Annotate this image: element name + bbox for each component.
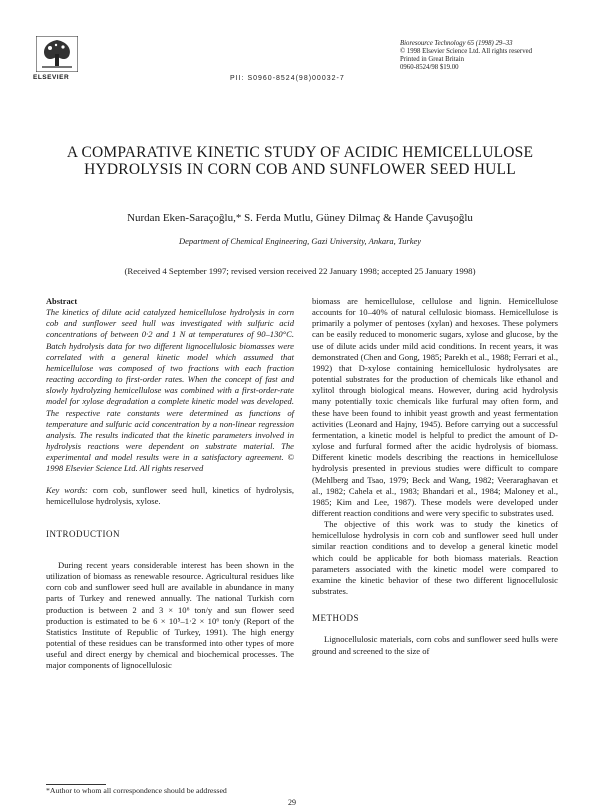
- introduction-paragraph-1-continued: biomass are hemicellulose, cellulose and lignin. Hemicellulose accounts for 10–40% of natural cellulosic biomass. Hemicellulose is primarily a polymer of pentoses (xylan) and hexoses. These polymers can be easily reduced to monomeric sugars, xylose and glucose, by the use of dilute acids under mild acid conditions. In recent years, it was demonstrated (Chen and Gong, 1985; Parekh et al., 1988; Ferrari et al., 1992) that D-xylose containing hemicellulosic hydrolysates are potential substrates for the production of chemicals like ethanol and xylitol through biological means. However, during acid hydrolysis many potentially toxic chemicals like furfural may often form, and these have been found to inhibit yeast growth and yeast fermentation activities (Leonard and Hajny, 1945). Before carrying out a successful fermentation, a kinetic model is helpful to predict the amount of D-xylose and furfural formed after the acidic hydrolysis of biomass. Different kinetic models describing the reactions in hemicellulose hydrolysis presented in previous studies were difficult to compare (Mehlberg and Tsao, 1979; Beck and Wang, 1982; Veeraraghavan et al., 1982; Cahela et al., 1983; Bhandari et al., 1984; Maloney et al., 1985; Kim and Lee, 1987). These models were developed under different reaction conditions and were very specific to substrates used.: [312, 296, 558, 518]
- paper-title: A COMPARATIVE KINETIC STUDY OF ACIDIC HEMICELLULOSE HYDROLYSIS IN CORN COB AND SUNFLOWER SEED HULL: [66, 144, 534, 178]
- introduction-paragraph-1: During recent years considerable interest has been shown in the utilization of biomass as renewable resource. Agricultural residues like corn cob and sunflower seed hull are available in abundance in many parts of Turkey and renewed annually. The national Turkish corn production is between 2 and 3 × 10⁶ ton/y and sun flower seed production is estimated to be 6 × 10⁵–1·2 × 10⁶ ton/y (Report of the Statistics Institute of Republic of Turkey, 1991). The high energy potential of these residues can be transformed into other types of more useful and direct energy by chemical and biochemical processes. The major components of lignocellulosic: [46, 559, 294, 671]
- keywords: [46, 485, 294, 507]
- abstract-heading: Abstract: [46, 297, 78, 306]
- keywords-text: corn cob, sunflower seed hull, kinetics of hydrolysis, hemicellulose hydrolysis, xylose.: [46, 484, 294, 506]
- journal-citation: Bioresource Technology 65 (1998) 29–33: [400, 40, 513, 47]
- pii-identifier: PII: S0960-8524(98)00032-7: [230, 75, 345, 82]
- keywords-label: Key words:: [46, 484, 88, 495]
- footnote-divider: [46, 784, 106, 785]
- methods-heading: METHODS: [312, 613, 360, 624]
- copyright-line: © 1998 Elsevier Science Ltd. All rights reserved: [400, 48, 533, 55]
- footnote: *Author to whom all correspondence should be addressed: [46, 786, 227, 795]
- publisher-name: ELSEVIER: [33, 74, 70, 81]
- methods-paragraph-1: Lignocellulosic materials, corn cobs and sunflower seed hulls were ground and screened to the size of: [312, 634, 558, 656]
- author-list: Nurdan Eken-Saraçoğlu,* S. Ferda Mutlu, Güney Dilmaç & Hande Çavuşoğlu: [127, 212, 473, 224]
- right-column: [312, 296, 558, 657]
- journal-info: [400, 40, 570, 72]
- left-column: [46, 296, 294, 672]
- abstract-text: The kinetics of dilute acid catalyzed hemicellulose hydrolysis in corn cob and sunflower seed hull was investigated with sulfuric acid concentrations of between 0·2 and 1 N at temperatures of 90–130°C. Batch hydrolysis data for two different lignocellulosic biomasses were correlated with a general kinetic model which assumed that hemicellulose was composed of two fractions with each fraction reacting according to first-order rates. When the concept of fast and slowly hydrolyzing hemicellulose was combined with a first-order-rate model for xylose degradation a complete kinetic model was developed. The respective rate constants were determined as functions of temperature and sulfuric acid concentration by a non-linear regression analysis. The results indicated that the kinetic parameters involved in hydrolysis reactions were dependent on substrate material. The experimental and model results were in a satisfactory agreement. © 1998 Elsevier Science Ltd. All rights reserved: [46, 307, 294, 474]
- printed-line: Printed in Great Britain: [400, 56, 464, 63]
- elsevier-tree-logo-icon: [36, 36, 78, 72]
- introduction-heading: INTRODUCTION: [46, 528, 120, 539]
- page-number: 29: [288, 798, 296, 807]
- author-affiliation: Department of Chemical Engineering, Gazi University, Ankara, Turkey: [178, 236, 422, 246]
- issn-line: 0960-8524/98 $19.00: [400, 64, 459, 71]
- received-dates: (Received 4 September 1997; revised version received 22 January 1998; accepted 25 January 1998): [124, 266, 476, 276]
- introduction-paragraph-2: The objective of this work was to study the kinetics of hemicellulose hydrolysis in corn cob and sunflower seed hull under similar reaction conditions and to develop a general kinetic model which could be applicable for both biomass materials. Reaction parameters associated with the kinetic model were compared to examine the kinetic behavior of these two different lignocellulosic substrates.: [312, 519, 558, 597]
